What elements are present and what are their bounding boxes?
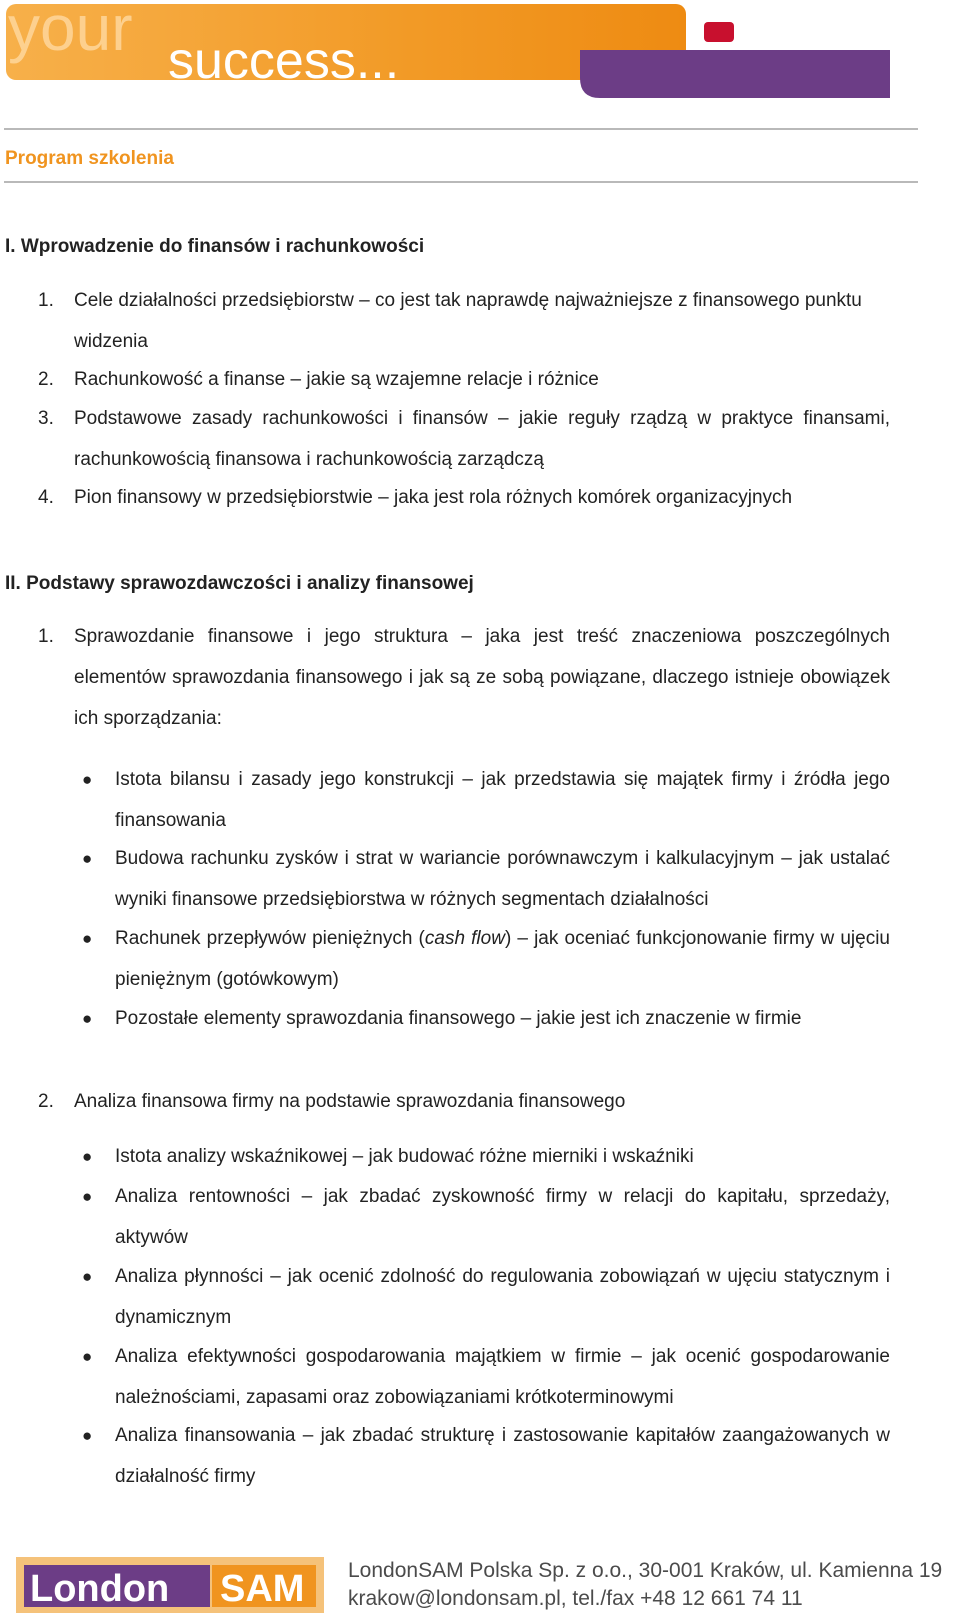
header-banner xyxy=(0,0,920,102)
section-title-1: I. Wprowadzenie do finansów i rachunkowości xyxy=(5,236,425,257)
bullet-item xyxy=(82,998,890,1039)
footer xyxy=(0,1553,960,1618)
list-item-number: 1. xyxy=(38,290,54,311)
list-item-number: 3. xyxy=(38,408,54,429)
bullet-item xyxy=(82,1176,890,1258)
logo-your-text: your xyxy=(8,0,133,64)
list-item xyxy=(38,398,890,480)
bullet-icon: ● xyxy=(82,1187,93,1206)
bullet-text: Istota bilansu i zasady jego konstrukcji – jak przedstawia się majątek firmy i źródła jego finansowania xyxy=(115,769,890,831)
londonsam-logo xyxy=(16,1557,324,1613)
top-rule xyxy=(4,128,918,130)
list-item-number: 2. xyxy=(38,369,54,390)
bullet-text: Analiza efektywności gospodarowania majątkiem w firmie – jak ocenić gospodarowanie należnościami, zapasami oraz zobowiązaniami krótkoterminowymi xyxy=(115,1346,890,1408)
bullet-icon: ● xyxy=(82,929,93,948)
title-rule xyxy=(4,181,918,183)
bullet-item xyxy=(82,918,891,1000)
list-item-text: Analiza finansowa firmy na podstawie sprawozdania finansowego xyxy=(74,1091,626,1112)
list-item xyxy=(38,1081,890,1122)
bullet-item xyxy=(82,1136,890,1177)
list-item xyxy=(38,359,890,400)
bullet-icon: ● xyxy=(82,1267,93,1286)
red-accent xyxy=(704,22,734,42)
section-title-2: II. Podstawy sprawozdawczości i analizy finansowej xyxy=(5,573,474,594)
bullet-text: Budowa rachunku zysków i strat w wariancie porównawczym i kalkulacyjnym – jak ustalać wyniki finansowe przedsiębiorstwa w różnych segmentach działalności xyxy=(115,848,890,910)
footer-contact: krakow@londonsam.pl, tel./fax +48 12 661 74 11 xyxy=(348,1587,803,1610)
bullet-text: Analiza finansowania – jak zbadać strukturę i zastosowanie kapitałów zaangażowanych w działalność firmy xyxy=(115,1425,890,1487)
list-item-number: 1. xyxy=(38,626,54,647)
bullet-text-end: ) – jak oceniać funkcjonowanie firmy w ujęciu pieniężnym (gotówkowym) xyxy=(115,928,891,990)
footer-address: LondonSAM Polska Sp. z o.o., 30-001 Kraków, ul. Kamienna 19 xyxy=(348,1559,943,1582)
bullet-icon: ● xyxy=(82,1147,93,1166)
list-item xyxy=(38,280,890,362)
list-item-text: Podstawowe zasady rachunkowości i finansów – jakie reguły rządzą w praktyce finansami, rachunkowością finansowa i rachunkowością zarządczą xyxy=(74,408,890,470)
bullet-icon: ● xyxy=(82,1347,93,1366)
list-item-text: Pion finansowy w przedsiębiorstwie – jaka jest rola różnych komórek organizacyjnych xyxy=(74,487,793,508)
bullet-icon: ● xyxy=(82,1426,93,1445)
bullet-item xyxy=(82,1415,890,1497)
bullet-text-italic: cash flow xyxy=(424,928,505,949)
list-item xyxy=(38,477,890,518)
bullet-text: Pozostałe elementy sprawozdania finansowego – jakie jest ich znaczenie w firmie xyxy=(115,1008,802,1029)
list-item-text: Rachunkowość a finanse – jakie są wzajemne relacje i różnice xyxy=(74,369,599,390)
bullet-icon: ● xyxy=(82,1009,93,1028)
bullet-text: Analiza rentowności – jak zbadać zyskowność firmy w relacji do kapitału, sprzedaży, aktywów xyxy=(115,1186,890,1248)
bullet-icon: ● xyxy=(82,849,93,868)
bullet-icon: ● xyxy=(82,770,93,789)
bullet-text-start: Rachunek przepływów pieniężnych ( xyxy=(115,928,425,949)
logo-sam-text: SAM xyxy=(220,1568,305,1610)
list-item-number: 2. xyxy=(38,1091,54,1112)
logo-success-text: success... xyxy=(168,32,400,90)
logo-london-text: London xyxy=(30,1568,170,1610)
bullet-text: Analiza płynności – jak ocenić zdolność do regulowania zobowiązań w ujęciu statycznym i dynamicznym xyxy=(115,1266,890,1328)
page-title: Program szkolenia xyxy=(5,148,174,169)
list-item-text: Sprawozdanie finansowe i jego struktura – jaka jest treść znaczeniowa poszczególnych elementów sprawozdania finansowego i jak są ze sobą powiązane, dlaczego istnieje obowiązek ich sporządzania: xyxy=(74,626,890,729)
bullet-item xyxy=(82,1256,890,1338)
bullet-item xyxy=(82,838,890,920)
list-item-text: Cele działalności przedsiębiorstw – co jest tak naprawdę najważniejsze z finansowego punktu widzenia xyxy=(74,290,862,352)
bullet-item xyxy=(82,759,890,841)
bullet-text: Istota analizy wskaźnikowej – jak budować różne mierniki i wskaźniki xyxy=(115,1146,694,1167)
header-banner-graphic xyxy=(0,0,920,102)
bullet-item xyxy=(82,1336,890,1418)
purple-band xyxy=(580,50,890,98)
list-item xyxy=(38,616,890,739)
list-item-number: 4. xyxy=(38,487,54,508)
